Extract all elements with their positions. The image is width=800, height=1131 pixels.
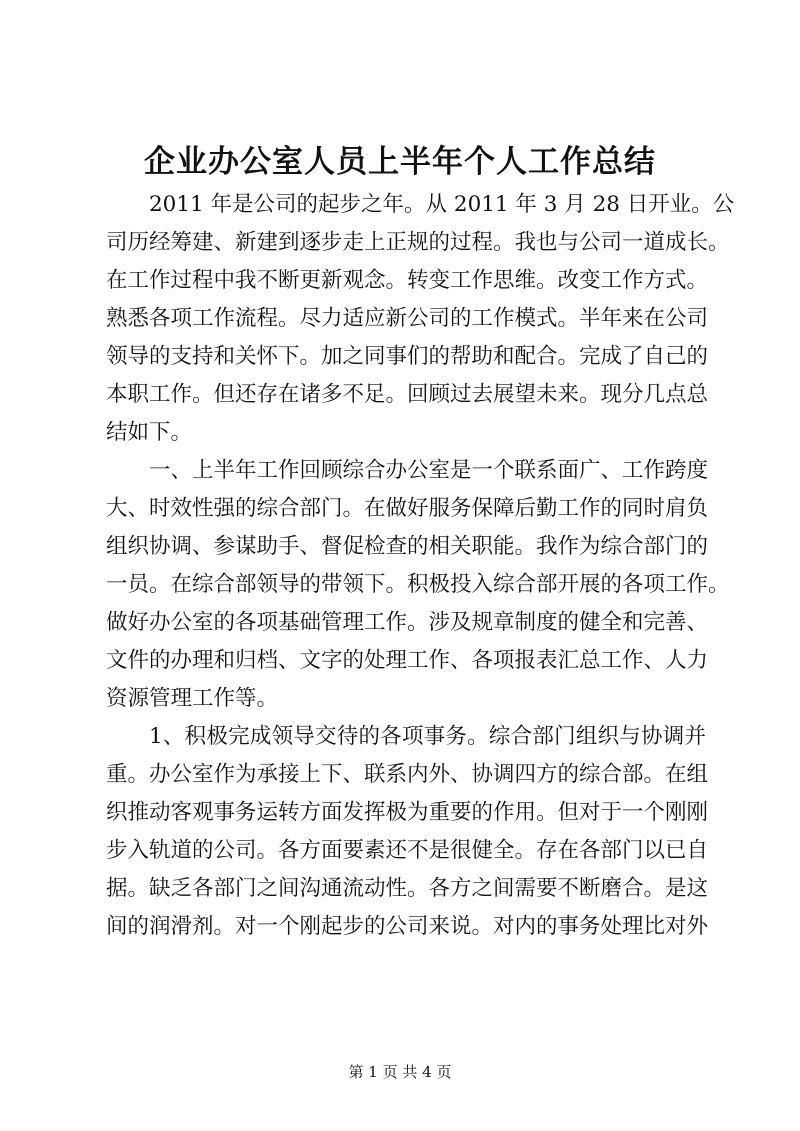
text-line: 间的润滑剂。对一个刚起步的公司来说。对内的事务处理比对外 (106, 914, 709, 939)
paragraph-2 (106, 452, 730, 718)
text-line: 一、上半年工作回顾综合办公室是一个联系面广、工作跨度 (149, 458, 709, 483)
text-line: 在工作过程中我不断更新观念。转变工作思维。改变工作方式。 (106, 268, 709, 293)
text-line: 步入轨道的公司。各方面要素还不是很健全。存在各部门以已自 (106, 838, 709, 863)
text-line: 2011 年是公司的起步之年。从 2011 年 3 月 28 日开业。公 (149, 192, 735, 217)
text-line: 领导的支持和关怀下。加之同事们的帮助和配合。完成了自己的 (106, 344, 709, 369)
paragraph-3 (106, 718, 709, 946)
text-line: 资源管理工作等。 (106, 686, 279, 711)
text-line: 大、时效性强的综合部门。在做好服务保障后勤工作的同时肩负 (106, 496, 709, 521)
text-line: 做好办公室的各项基础管理工作。涉及规章制度的健全和完善、 (106, 610, 709, 635)
paragraph-1 (106, 186, 735, 452)
text-line: 文件的办理和归档、文字的处理工作、各项报表汇总工作、人力 (106, 648, 709, 673)
text-line: 本职工作。但还存在诸多不足。回顾过去展望未来。现分几点总 (106, 382, 709, 407)
text-line: 司历经筹建、新建到逐步走上正规的过程。我也与公司一道成长。 (106, 230, 730, 255)
document-body (106, 186, 735, 946)
text-line: 1、积极完成领导交待的各项事务。综合部门组织与协调并 (149, 724, 706, 749)
page-number-footer: 第 1 页 共 4 页 (348, 1063, 452, 1081)
text-line: 织推动客观事务运转方面发挥极为重要的作用。但对于一个刚刚 (106, 800, 709, 825)
text-line: 结如下。 (106, 420, 193, 445)
text-line: 熟悉各项工作流程。尽力适应新公司的工作模式。半年来在公司 (106, 306, 709, 331)
document-title: 企业办公室人员上半年个人工作总结 (144, 144, 656, 180)
text-line: 据。缺乏各部门之间沟通流动性。各方之间需要不断磨合。是这 (106, 876, 709, 901)
text-line: 组织协调、参谋助手、督促检查的相关职能。我作为综合部门的 (106, 534, 709, 559)
text-line: 重。办公室作为承接上下、联系内外、协调四方的综合部。在组 (106, 762, 709, 787)
text-line: 一员。在综合部领导的带领下。积极投入综合部开展的各项工作。 (106, 572, 730, 597)
